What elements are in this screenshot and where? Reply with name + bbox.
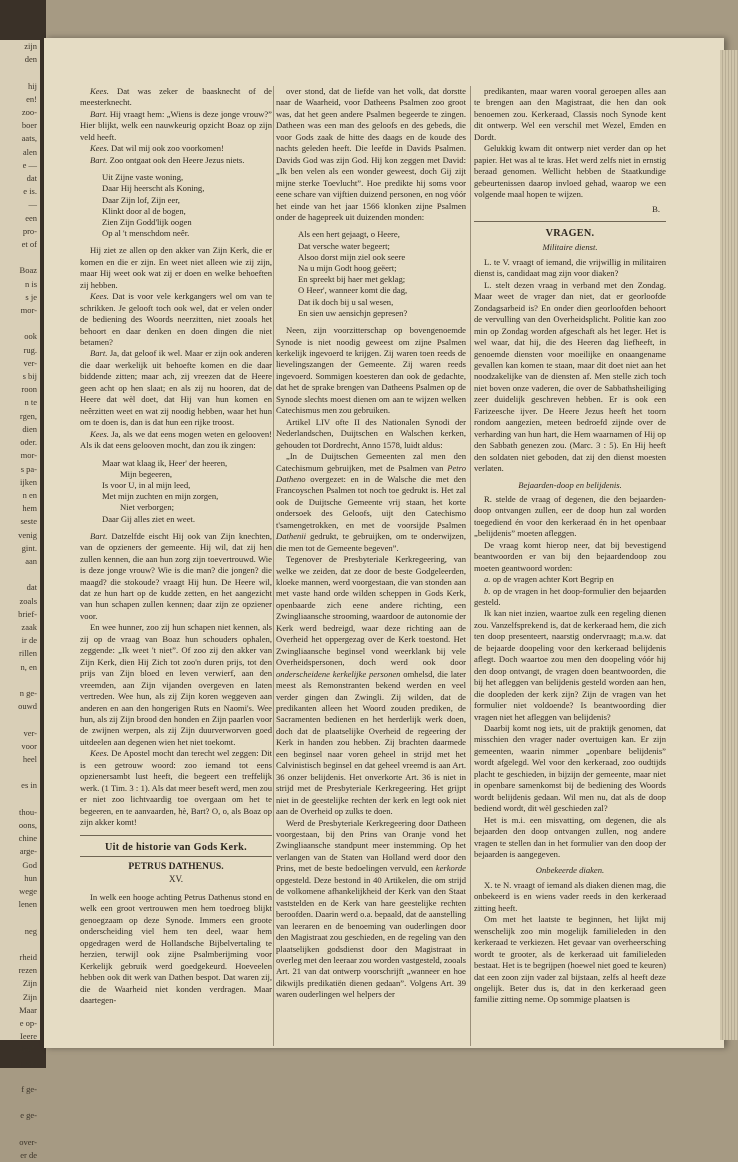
answer-militaire-dienst — [474, 257, 666, 475]
paragraph: b. op de vragen in het doop-formulier den bejaarden gesteld. — [474, 585, 666, 608]
article-title: PETRUS DATHENUS. — [128, 861, 224, 872]
paragraph: Kees. Dat was zeker de baasknecht of de meesterknecht. — [80, 86, 272, 108]
poem-line: En sien uw aensichjn gepresen? — [298, 307, 408, 318]
prev-page-fragment — [0, 251, 37, 264]
prev-page-fragment: rheid — [19, 952, 37, 963]
prev-page-fragment: venig — [18, 529, 37, 540]
prev-page-fragment: zoo- — [21, 107, 37, 118]
prev-page-fragment: thou- — [19, 806, 37, 817]
prev-page-fragment: rgen, — [19, 410, 37, 421]
prev-page-fragment: e — — [22, 159, 37, 170]
history-synod-text — [276, 325, 466, 1001]
poem-line: Als een hert gejaagt, o Heere, — [298, 229, 400, 240]
paragraph: Kees. Dat is voor vele kerkgangers wel om van te schrikken. Je gelooft toch ook wel, dat er velen onder de bediening des Woords neerzitten, niet zooals het behoort en daar denken en doen dingen die niet betamen? — [80, 291, 272, 348]
paragraph: Kees. Ja, als we dat eens mogen weten en gelooven! Als ik dat eens gelooven mocht, dan zou ik zingen: — [80, 428, 272, 451]
paragraph: Gelukkig kwam dit ontwerp niet verder dan op het papier. Het was al te kras. Het werd zelfs niet in ernstig beraad genomen. Wellicht hebben de Staatkundige gebeurtenissen daarop invloed gehad, waarop we een volgende maal hopen te wijzen. — [474, 143, 666, 200]
prev-page-fragment: er de — [20, 1150, 37, 1161]
prev-page-fragment: hij — [28, 80, 37, 91]
prev-page-fragment: n, en — [20, 661, 37, 672]
history-continued — [276, 86, 466, 223]
prev-page-fragment: Maar — [19, 1004, 37, 1015]
prev-page-fragment: hem — [22, 503, 37, 514]
prev-page-fragment: zoals — [19, 595, 37, 606]
prev-page-fragment: roon — [21, 384, 37, 395]
paragraph: „In de Duijtschen Gemeenten zal men den Catechismum gebruijken, met de Psalmen van Petro Datheno overgezet: en in de Walsche die met den Francoyschen Psalmen tot noch toe gedrukt is. Het zal ook de Duijtsche Gemeente vrij staan, het korte ondersoek des Geloofs, uijt den Catechismo t'samengetrokken, en met de voorsijde Psalmen Dathenii gedrukt, te gebruijken, om te onderwijzen, die men tot de Gemeente begeven”. — [276, 451, 466, 553]
prev-page-fragment: e is. — [23, 186, 37, 197]
column-3 — [474, 86, 666, 1006]
paragraph: over stond, dat de liefde van het volk, dat dorstte naar de Waarheid, voor Datheens Psalmen zoo groot was, dat het geen andere Psalmen begeerde te zingen. Datheen was een man des geloofs en des gebeds, die voor Gods zaak de hitte des daags en de koude des nachts geleden heeft. Die leefde in Davids Psalmen. Davids God was zijn God. Hij kon zeggen met David: „Ik ben velen als een wonder geweest, doch Gij zijt mijne sterke Toevlucht”. Hoe predikte hij soms voor eene schare van vijftien duizend personen, en nog vóór het einde van het jaar 1566 klonken zijne Psalmen onder de hagepreek uit duizenden monden: — [276, 86, 466, 222]
prev-page-fragment: ook — [24, 331, 37, 342]
paragraph: L. stelt dezen vraag in verband met den Zondag. Maar weet de vrager dan niet, dat er georloofde Zondagsarbeid is? En onder dien georloofden behoort de vervulling van den Overheidsplicht. Politie kan zoo min op Zondag worden afgeschaft als het leger. Het is wel waar, dat hij, die des Heeren dag liefheeft, in genoemde diensten voor moeilijke en onaangename gevallen kan komen te staan, maar dit doet niet aan het noodzakelijke van de diensten af. Men stelle zich toch niet boven onze vaderen, die over de Sabbathsheiliging zeer duidelijk geschreven hebben. Er is ook een Farizeesche ijver. De Heere Jezus heeft het toorn rondom aangezien, meteen bedroefd zijnde over de verharding van hun hart, die Hem waarnamen of Hij op den Sabbath genezen zou. (Marc. 3 : 5). En Hij heeft den soldaten niet geboden, dat zij den dienst moesten verlaten. — [474, 279, 666, 474]
poem-line: Na u mijn Godt hoog geëert; — [298, 263, 397, 274]
prev-page-fragment — [0, 1070, 37, 1083]
prev-page-fragment: r zoo — [19, 1057, 37, 1068]
prev-page-fragment — [0, 938, 37, 951]
subheading-onbekeerde-diaken: Onbekeerde diaken. — [535, 865, 605, 876]
prev-page-fragment: chine — [18, 833, 37, 844]
prev-page-fragment: e op- — [19, 1018, 37, 1029]
prev-page-fragment: lenen — [18, 899, 37, 910]
history-conclusion — [474, 86, 666, 201]
prev-page-fragment: et of — [21, 239, 37, 250]
poem-line: Alsoo dorst mijn ziel ook seere — [298, 251, 406, 262]
prev-page-fragment: dat — [26, 173, 37, 184]
prev-page-fragment: Zijn — [22, 978, 37, 989]
prev-page-fragment: zaak — [21, 621, 37, 632]
prev-page-fragment: over- — [19, 1136, 37, 1147]
poem-line: Dat versche water begeert; — [298, 240, 390, 251]
column-2 — [276, 86, 466, 1001]
paragraph: Artikel LIV ofte II des Nationalen Synodi der Nederlandschen, Duijtschen en Walschen kerken, gehouden tot Dordrecht, Anno 1578, luidt aldus: — [276, 416, 466, 450]
poem-line: Daar Zijn lof, Zijn eer, — [102, 194, 180, 205]
prev-page-fragment: brief- — [18, 608, 37, 619]
prev-page-fragment: n is — [24, 278, 37, 289]
paragraph: Bart. Zoo ontgaat ook den Heere Jezus niets. — [90, 154, 245, 165]
section-divider — [80, 835, 272, 836]
poem-line: Is voor U, in al mijn leed, — [102, 479, 191, 490]
subheading-bejaarden-doop: Bejaarden-doop en belijdenis. — [518, 479, 622, 490]
prev-page-fragment: pro- — [22, 225, 37, 236]
paragraph: Tegenover de Presbyteriale Kerkregeering, van welke we zeiden, dat ze door de beste Godgeleerden, kloeke mannen, werd voorgestaan, die van stonden aan met vaste hand orde wilden scheppen in Gods Kerk, openbaarde zich eene andere richting, een Zwingliaansche strooming, waardoor de autonomie der Kerk werd bedreigd, waar deze richting aan de Overheid het oppergezag over de Kerk toestond. Het Zwingliaansche beginsel vond weerklank bij vele Overheidspersonen, doch werd ook door onderscheidene kerkelijke personen omhelsd, die later meest als Remonstranten bekend werden en veel verder gingen dan Zwingli. Zij wilden, dat de predikanten alleen het Woord zouden prediken, de Sacramenten bedienen en het herderlijk werk doen, doch dat de plaatselijke Overheid de regeering der Kerk in handen zou hebben. Zij brachten daarmede een beginsel naar voren geheel in strijd met het Calvinistisch beginsel en dat geheel vreemd is aan Art. 36 onzer belijdenis. Het onverkorte Art. 36 is niet in strijd met de Presbyteriale Kerkregeering. Het grijpt niet in de geestelijke rechten der kerk en legt ook niet aan de Overheid op zulks te doen. — [276, 554, 466, 817]
prev-page-fragment: zijn — [24, 41, 37, 51]
prev-page-fragment — [0, 911, 37, 924]
prev-page-fragment — [0, 568, 37, 581]
prev-page-fragment: en! — [26, 93, 37, 104]
paragraph: Het is m.i. een misvatting, om degenen, die als bejaarden den doop ontvangen zullen, nog andere vragen te stellen dan in het formulier van den doop der bejaarden is aangegeven. — [474, 814, 666, 859]
dialogue-end — [80, 531, 272, 829]
column-rule — [273, 86, 274, 1046]
prev-page-fragment: n te — [24, 397, 37, 408]
paragraph: Bart. Datzelfde eischt Hij ook van Zijn knechten, van de opzieners der gemeente. Hij wil, dat zij hen zullen kennen, die aan hun zorg zijn toevertrouwd. Wie is deze jonge vrouw? Wie is die man? die jongen? die maagd? die stokoude? vraagt Hij hun. De Heere wil, dat ze hun hart op de kudde zetten, en het aangezicht van hun schapen zullen kennen; daar zijn ze opziener voor. — [80, 530, 272, 621]
paragraph: Kees. Dat wil mij ook zoo voorkomen! — [90, 143, 224, 154]
section-divider — [474, 221, 666, 222]
psalm-verse — [298, 229, 466, 319]
paragraph: Neen, zijn voorzitterschap op bovengenoemde Synode is niet noodig geweest om zijne Psalmen kerkelijk ingevoerd te krijgen. Zij waren toen reeds de lievelingszangen der Gemeente. Zij waren reeds ingevoerd. Sommigen koesteren dan ook de gedachte, dat het de sprake brengen van Datheens Psalmen op de Synode slechts moest dienen om aan te wijzen welken Catechismus men zou gebruiken. — [276, 325, 466, 416]
author-signature: B. — [652, 203, 660, 214]
paragraph: Kees. De Apostel mocht dan terecht wel zeggen: Dit is een getrouw woord: zoo iemand tot eens opzienersambt lust heeft, die begeert een treffelijk werk. (1 Tim. 3 : 1). Als dat meer beseft werd, men zou er niet zoo lichtvaardig toe overgaan om het te begeeren, en te aanvaarden, hè, Bart? O, o, als Boaz op zijn akker komt! — [80, 748, 272, 828]
answer-bejaarden-doop — [474, 494, 666, 861]
column-1 — [80, 86, 272, 1006]
prev-page-fragment: dien — [22, 423, 37, 434]
paragraph: Werd de Presbyteriale Kerkregeering door Datheen voorgestaan, bij den Prins van Oranje vond het Zwingliaansche standpunt meer instemming. Op het verlangen van de Staten van Holland werd door den Prins, met de beste bedoelingen vervuld, een kerkorde opgesteld. Deze bestond in 40 Artikelen, die om strijd de volkomene afhankelijkheid der Kerk van den Staat vaststelden en de Kerk van hare geestelijke rechten beroofden. Daarin werd o.a. bepaald, dat de aanstelling van leeraren en de benoeming van ouderlingen door den Magistraat zou geschieden, en de regeling van den plaatselijken godsdienst door den Magistraat in overleg met den leeraar zou worden vastgesteld, zooals Art. 21 van dat ontwerp voorschrijft „wanneer en hoe dikwijls predikatiën dienen gedaan”. Volgens Art. 39 waren ouderlingen wel helpers der — [276, 817, 466, 1000]
prev-page-fragment: rezen — [18, 965, 37, 976]
paragraph: De vraag komt hierop neer, dat bij bevestigend beantwoorden er van bij den bejaardendoop zou moeten geantwoord worden: — [474, 539, 666, 573]
prev-page-fragment: een — [25, 212, 37, 223]
prev-page-fragment: ouwd — [18, 701, 37, 712]
prev-page-fragment: seste — [20, 516, 37, 527]
dialogue-middle — [80, 245, 272, 451]
paragraph: Daarbij komt nog iets, uit de praktijk genomen, dat misschien den vrager nader overtuigen kan. Er zijn gemeenten, waarin nimmer „openbare belijdenis” wordt afgelegd. Wel voor den kerkeraad, zoo oudtijds placht te geschieden, in bijzijn der gemeente, maar niet in openbare samenkomst bij de bediening des Woords wordt belijdenis gedaan. Wil men nu, dat als de doop bediend wordt, dit wèl geschieden zal? — [474, 723, 666, 814]
poem-line: Daar Gij alles ziet en weet. — [102, 513, 196, 524]
poem-line: Mijn begeeren, — [120, 468, 173, 479]
page-stack-edge — [720, 50, 738, 1040]
paragraph: X. te N. vraagt of iemand als diaken dienen mag, die onbekeerd is en wiens vader reeds in den kerkeraad zitting heeft. — [474, 879, 666, 913]
poem-line: Op al 't menschdom neêr. — [102, 228, 190, 239]
prev-page-fragment: boer — [21, 120, 37, 131]
prev-page-fragment: alen — [22, 146, 37, 157]
prev-page-fragment — [0, 1123, 37, 1136]
prev-page-fragment — [0, 317, 37, 330]
poem-line: Uit Zijne vaste woning, — [102, 172, 184, 183]
paragraph: Bart. Ja, dat geloof ik wel. Maar er zijn ook anderen die daar werkelijk uit behoefte komen en die daar biddende zitten; maar ach, zij vreezen dat de Heere geen acht op hen slaat; en als zij nu hooren, dat de Heere dat wèl doet, dat Hij van hun komen en neêrzitten weet en wat zij noodig hebben, waar het hun om te doen is, dan is dat hun een rijke troost. — [80, 348, 272, 428]
paragraph: In welk een hooge achting Petrus Dathenus stond en welk een groot vertrouwen men hem toedroeg blijkt genoegzaam op deze Synode. Immers een groote onderscheiding viel hem ten deel, waar hem opgedragen werd de Hollandsche Bijbelvertaling te herzien, terwijl ook zijne Psalmberijming voor Kerkelijk gebruik werd goedgekeurd. Hoeveelen hebben ook dit werk van Dathen bespot. Dat waren zij, die de Waarheid niet konden verdragen. Maar daartegen- — [80, 891, 272, 1005]
prev-page-fragment — [0, 674, 37, 687]
prev-page-fragment: wege — [19, 886, 37, 896]
questions-heading: VRAGEN. — [545, 227, 595, 239]
prev-page-fragment: — — [28, 199, 37, 210]
history-heading: Uit de historie van Gods Kerk. — [104, 841, 247, 853]
prev-page-fragment: oons, — [18, 819, 37, 830]
prev-page-fragment: s pa- — [20, 463, 37, 474]
prev-page-fragment: hun — [24, 872, 37, 883]
poem-line: Klinkt door al de bogen, — [102, 205, 186, 216]
prev-page-fragment: Zijn — [22, 991, 37, 1002]
prev-page-fragment — [0, 1096, 37, 1109]
prev-page-fragment — [0, 66, 37, 79]
newspaper-page — [44, 38, 724, 1048]
poem-line: Niet verborgen; — [120, 502, 175, 513]
prev-page-fragment: e ge- — [20, 1110, 37, 1121]
prev-page-fragment: gint. — [21, 542, 37, 553]
prev-page-fragment: arge- — [19, 846, 37, 857]
prev-page-fragment: ver- — [23, 727, 37, 738]
prev-page-fragment: Ieere — [20, 1031, 37, 1042]
paragraph: predikanten, maar waren vooral geroepen alles aan te brengen aan den Magistraat, die hen dan ook benoemen zou. Kerkeraad, Classis noch Synode kent dit ontwerp. Wel een verschil met Wezel, Emden en Dordt. — [474, 86, 666, 142]
poem-line: Daar Hij heerscht als Koning, — [102, 183, 205, 194]
poem-line: En spreekt bij haer met geklag; — [298, 274, 406, 285]
dialogue-opening — [80, 86, 272, 166]
article-number: XV. — [168, 874, 184, 885]
prev-page-fragment — [0, 713, 37, 726]
poem-line: Zien Zijn Godd'lijk oogen — [102, 216, 192, 227]
prev-page-fragment: ir de — [21, 635, 37, 646]
paragraph: L. te V. vraagt of iemand, die vrijwillig in militairen dienst is, candidaat mag zijn voor diaken? — [474, 256, 666, 279]
poem-line: Maar wat klaag ik, Heer' der heeren, — [102, 457, 228, 468]
poem-line: Dat ik doch bij u sal wesen, — [298, 296, 394, 307]
prev-page-fragment: es in — [21, 780, 37, 791]
prev-page-fragment: s je — [25, 291, 37, 302]
prev-page-fragment: Boaz — [19, 265, 37, 276]
section-divider — [80, 856, 272, 857]
column-rule — [470, 86, 471, 1046]
paragraph: Hij ziet ze allen op den akker van Zijn Kerk, die er komen en die er zijn. En weet niet alleen wie zij zijn, maar Hij weet ook wat zij er doen en welke behoeften zij hebben. — [80, 245, 272, 290]
paragraph: Bart. Hij vraagt hem: „Wiens is deze jonge vrouw?” Hier blijkt, welk een nauwkeurig opzicht Boaz op zijn veld heeft. — [80, 108, 272, 142]
paragraph: En wee hunner, zoo zij hun schapen niet kennen, als zij op de vraag van Boaz hun schouders ophalen, zeggende: „Ik weet 't niet”. Of zoo zij den akker van Zijn Kerk, dien Hij Zich tot zoo'n duren prijs, tot den prijs van Zijn bloed en leven verwierf, aan den vreemden, aan Zijn vijanden overgeven en laten vertreden. Wee hun, als zij Zijn koren weggeven aan anderen en aan den hongerigen Ruts en Naomi's. Wee hun, als zij Zijn brood den honden en Zijn paarlen voor de zwijnen werpen, als zij Zijn duurverworven goed uitdeelen aan degenen wien het niet toekomt. — [80, 622, 272, 747]
history-text — [80, 892, 272, 1007]
prev-page-fragment: aan — [25, 555, 37, 566]
prev-page-fragment: rug. — [23, 344, 37, 355]
prev-page-fragment: voor — [21, 740, 37, 751]
prev-page-fragment — [0, 766, 37, 779]
poem-line: O Heer', wanneer komt die dag, — [298, 285, 408, 296]
prev-page-fragment: God — [22, 859, 37, 870]
prev-page-fragment: heel — [22, 753, 37, 764]
prev-page-fragment: mor- — [20, 450, 37, 461]
answer-onbekeerde-diaken — [474, 880, 666, 1006]
prev-page-fragment — [0, 793, 37, 806]
prev-page-fragment: s bij — [22, 371, 37, 382]
prev-page-fragment: oder. — [20, 437, 37, 448]
prev-page-fragment: aats, — [21, 133, 37, 144]
prev-page-fragment: dat — [26, 582, 37, 593]
paragraph: Om met het laatste te beginnen, het lijkt mij wenschelijk zoo min mogelijk familieleden in den kerkeraad te verkiezen. Het gevaar van overheersching wordt te grooter, als de kerkeraad uit familieleden bestaat. Het is te begrijpen (hoewel niet goed te keuren) dat een zoon zijn vader zal bijstaan, zelfs al heeft deze ongelijk. Beter dus is, dat in den kerkeraad geen familie zitting neme. Op sommige plaatsen is — [474, 914, 666, 1005]
subheading-militaire-dienst: Militaire dienst. — [542, 242, 598, 253]
previous-page-edge — [0, 40, 40, 1161]
prev-page-fragment: rillen — [19, 648, 37, 659]
paragraph: R. stelde de vraag of degenen, die den bejaarden-doop ontvangen zullen, eer de doop hun zal worden toegediend én voor den kerkeraad én in het openbaar „belijdenis” moeten afleggen. — [474, 493, 666, 539]
prev-page-fragment: ijken — [20, 476, 37, 487]
paragraph: a. op de vragen achter Kort Begrip en — [484, 574, 614, 585]
prev-page-fragment: den". — [19, 1044, 37, 1055]
prev-page-fragment: ver- — [23, 357, 37, 368]
prev-page-fragment: n en — [22, 489, 37, 500]
prev-page-fragment: f ge- — [21, 1084, 37, 1095]
poem-uit-zijne-vaste-woning — [102, 172, 272, 239]
prev-page-fragment: neg — [24, 925, 37, 936]
prev-page-fragment: den — [24, 54, 37, 65]
paragraph: Ik kan niet inzien, waartoe zulk een regeling dienen zou. Vanzelfsprekend is, dat de kerkeraad hem, die zich ten doop presenteert, naarstig ondervraagt; m.a.w. dat de bejaarde doopeling voor den kerkeraad belijdenis aflegt. Doch waartoe zou men den doopeling vóór hij den doop ontvangt, de vragen doen beantwoorden, die bij het afleggen van belijdenis gesteld worden aan hen, die doopleden der kerk zijn? Zijn de vragen van het formulier niet voldoende? Is beantwoording dier vragen niet het afleggen van belijdenis? — [474, 608, 666, 722]
poem-line: Met mijn zuchten en mijn zorgen, — [102, 491, 219, 502]
prev-page-fragment: mor- — [20, 305, 37, 316]
poem-maar-wat-klaag-ik — [102, 458, 272, 525]
book-binding — [0, 0, 46, 1161]
prev-page-fragment: n ge- — [19, 687, 37, 698]
